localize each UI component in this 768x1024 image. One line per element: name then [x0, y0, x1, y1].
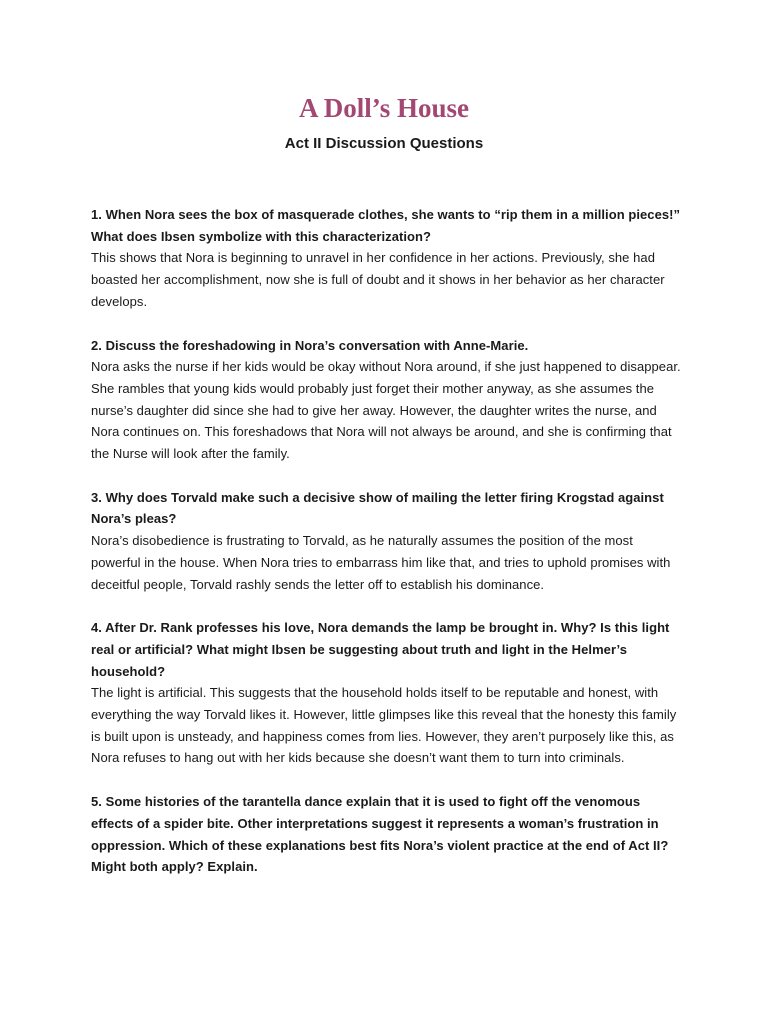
answer-text: Nora asks the nurse if her kids would be okay without Nora around, if she just happened to disappear. She rambles that young kids would probably just forget their mother anyway, as she assumes the nurse’s daughter did since she had to give her away. However, the daughter writes the nurse, and Nora continues on. This foreshadows that Nora will not always be around, and she is confirming that the Nurse will look after the family.	[91, 359, 681, 462]
question-item-3	[91, 487, 681, 596]
question-item-2	[91, 335, 681, 465]
question-text: 4. After Dr. Rank professes his love, Nora demands the lamp be brought in. Why? Is this light real or artificial? What might Ibsen be suggesting about truth and light in the Helmer’s household?	[91, 620, 670, 679]
question-item-4	[91, 617, 681, 769]
answer-text: The light is artificial. This suggests that the household holds itself to be reputable and honest, with everything the way Torvald likes it. However, little glimpses like this reveal that the honesty this family is built upon is unsteady, and happiness comes from lies. However, they aren’t purposely like this, as Nora refuses to hang out with her kids because she doesn’t want them to turn into criminals.	[91, 685, 677, 766]
question-text: 2. Discuss the foreshadowing in Nora’s conversation with Anne-Marie.	[91, 337, 529, 353]
page-title: A Doll’s House	[298, 93, 469, 123]
question-text: 5. Some histories of the tarantella dance explain that it is used to fight off the venomous effects of a spider bite. Other interpretations suggest it represents a woman’s frustration in oppression. Which of these explanations best fits Nora’s violent practice at the end of Act II? Might both apply? Explain.	[91, 794, 669, 875]
question-item-5	[91, 791, 681, 878]
question-text: 1. When Nora sees the box of masquerade clothes, she wants to “rip them in a million pieces!” What does Ibsen symbolize with this characterization?	[91, 207, 681, 244]
page-subtitle: Act II Discussion Questions	[284, 135, 484, 152]
question-text: 3. Why does Torvald make such a decisive show of mailing the letter firing Krogstad against Nora’s pleas?	[91, 489, 664, 527]
answer-text: Nora’s disobedience is frustrating to Torvald, as he naturally assumes the position of the most powerful in the house. When Nora tries to embarrass him like that, and tries to uphold promises with deceitful people, Torvald rashly sends the letter off to establish his dominance.	[91, 533, 671, 592]
answer-text: This shows that Nora is beginning to unravel in her confidence in her actions. Previously, she had boasted her accomplishment, now she is full of doubt and it shows in her behavior as her character develops.	[91, 250, 665, 309]
question-item-1	[91, 204, 681, 313]
question-list	[91, 204, 681, 900]
